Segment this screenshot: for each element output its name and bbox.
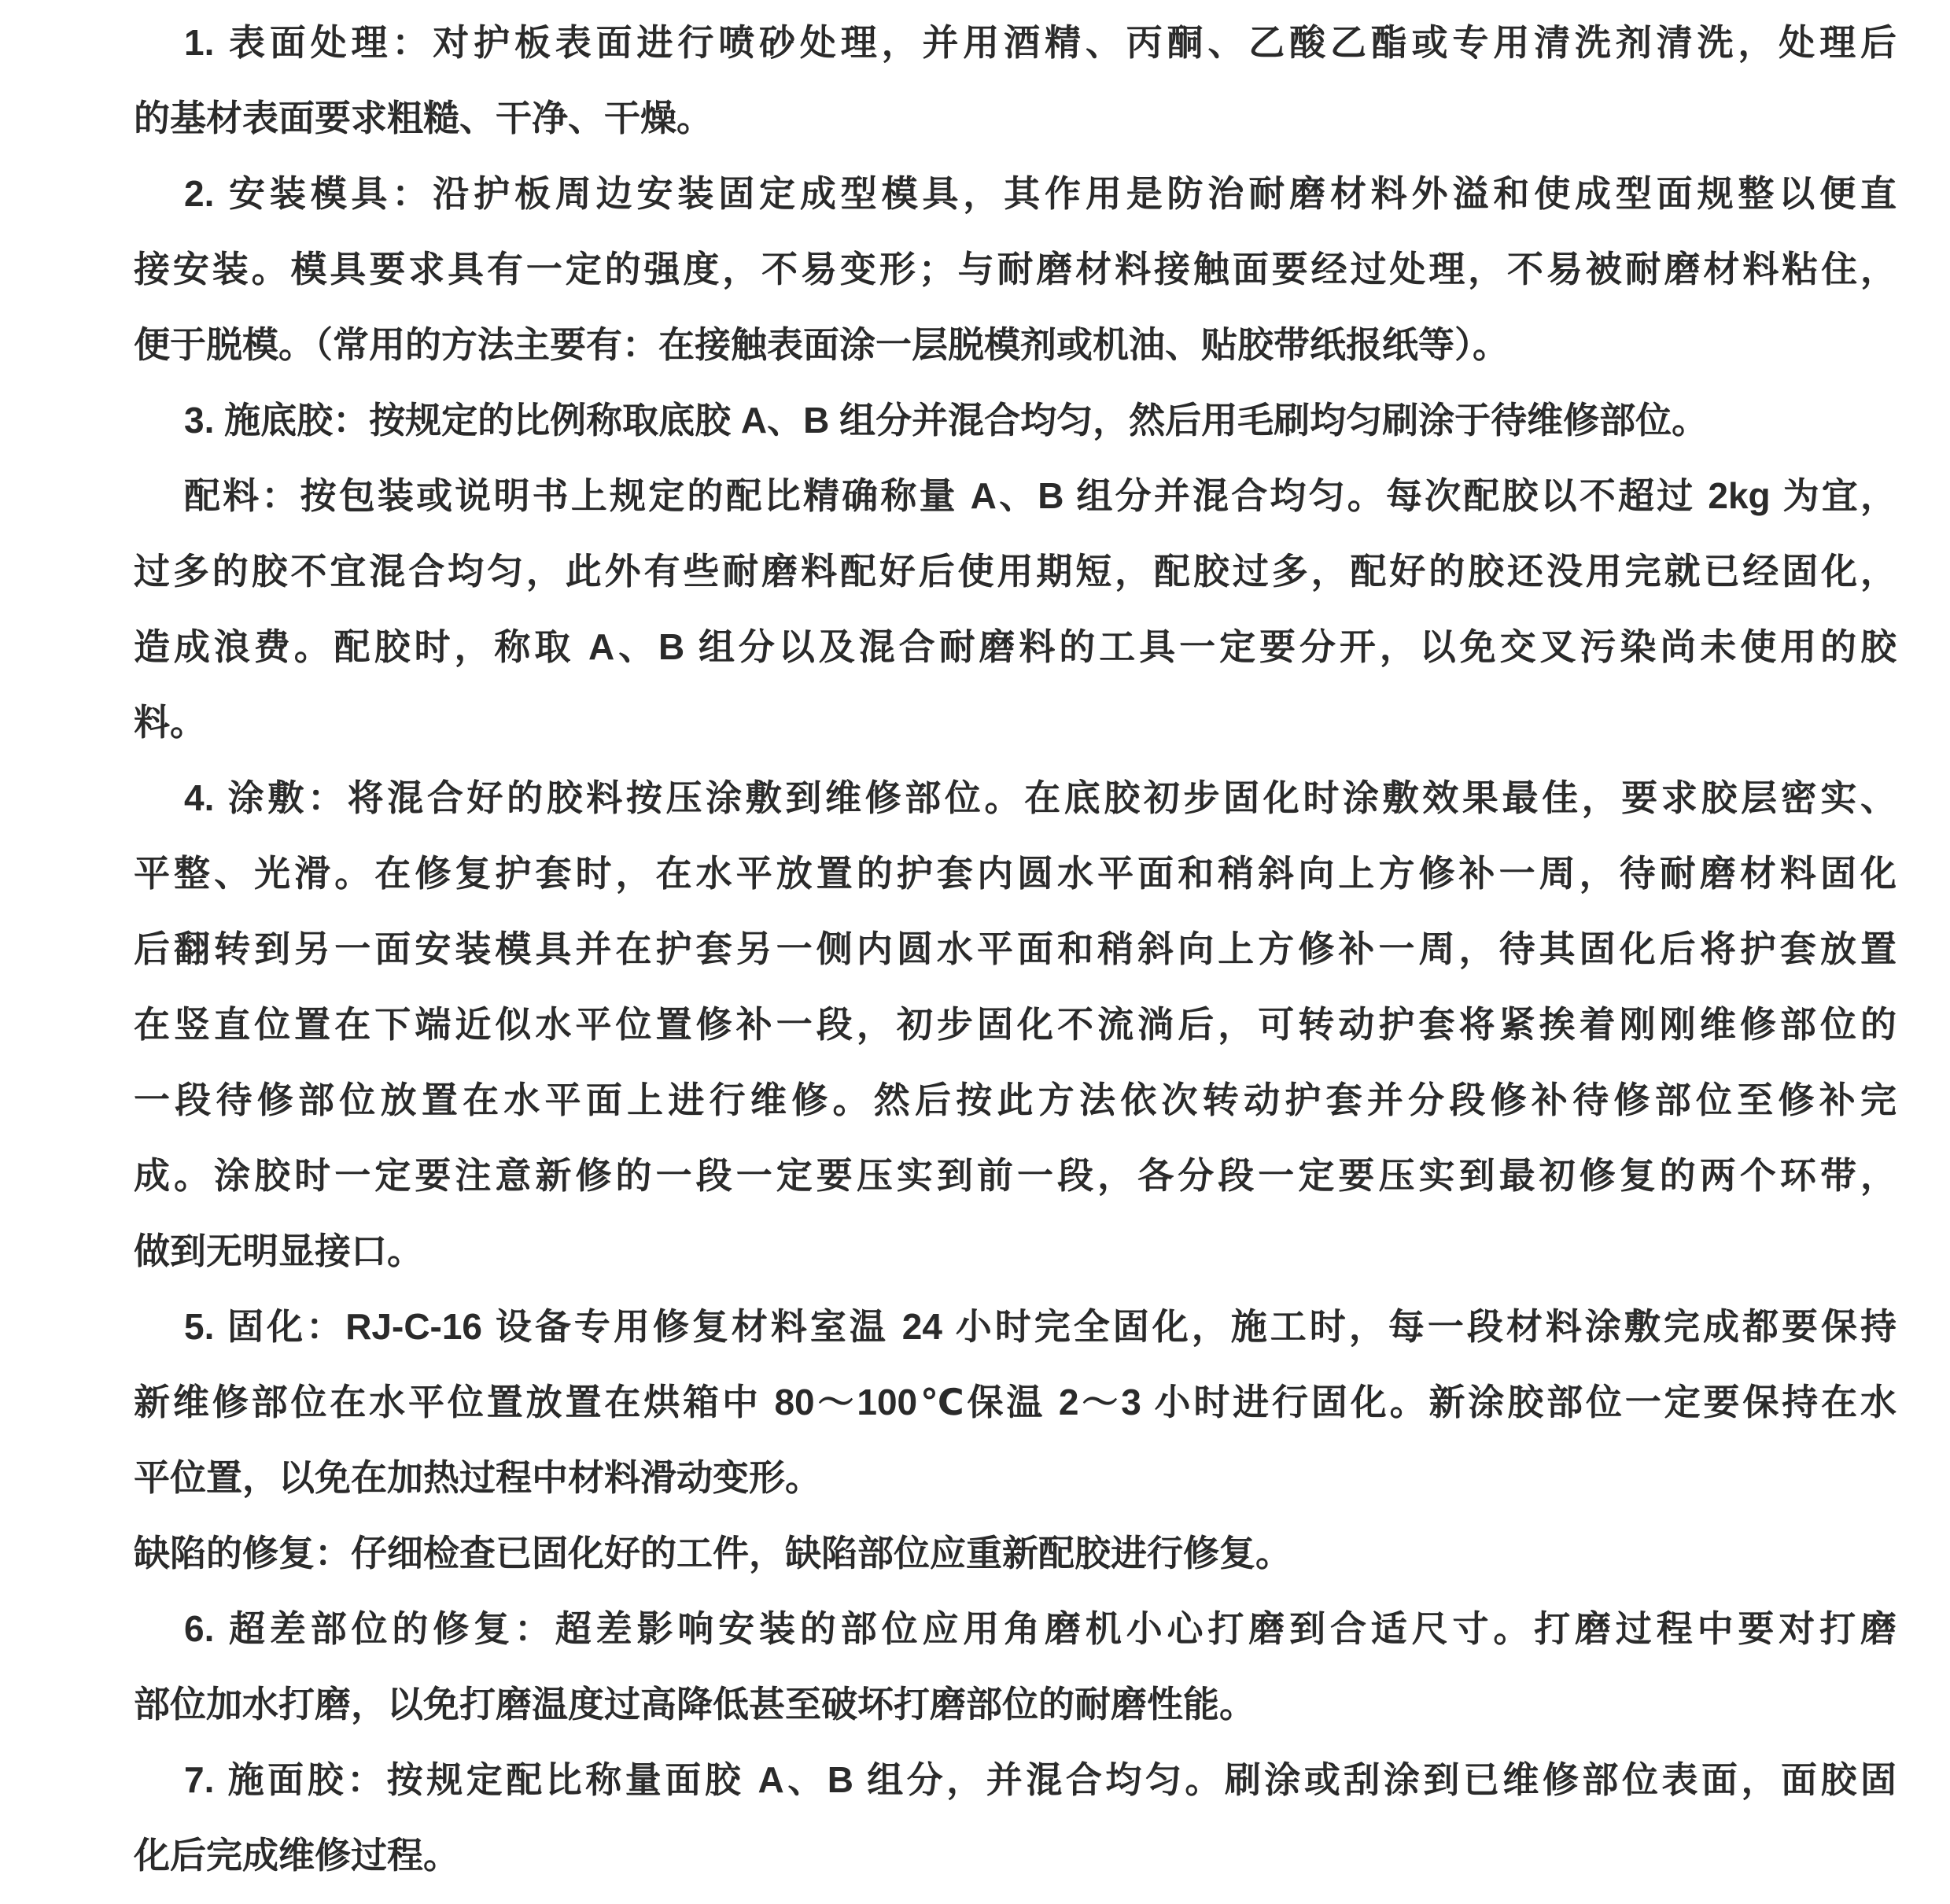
text-line: 做到无明显接口。	[134, 1231, 423, 1271]
text-line: 便于脱模。（常用的方法主要有：在接触表面涂一层脱模剂或机油、贴胶带纸报纸等）。	[134, 324, 1509, 365]
text-line: 7. 施面胶：按规定配比称量面胶 A、B 组分，并混合均匀。刷涂或刮涂到已维修部位表面，面胶固	[184, 1759, 1897, 1800]
text-line: 的基材表面要求粗糙、干净、干燥。	[134, 98, 713, 138]
paragraph-step-3-apply-primer	[134, 382, 1897, 458]
text-line: 在竖直位置在下端近似水平位置修补一段，初步固化不流淌后，可转动护套将紧挨着刚刚维修部位的	[134, 1004, 1897, 1045]
text-line: 新维修部位在水平位置放置在烘箱中 80～100℃保温 2～3 小时进行固化。新涂胶部位一定要保持在水	[134, 1382, 1897, 1422]
paragraph-mixing-note	[134, 458, 1897, 760]
text-line: 一段待修部位放置在水平面上进行维修。然后按此方法依次转动护套并分段修补待修部位至修补完	[134, 1079, 1897, 1120]
text-line: 5. 固化：RJ-C-16 设备专用修复材料室温 24 小时完全固化，施工时，每一段材料涂敷完成都要保持	[184, 1306, 1897, 1347]
text-line: 配料：按包装或说明书上规定的配比精确称量 A、B 组分并混合均匀。每次配胶以不超过 2kg 为宜，	[184, 475, 1897, 516]
text-line: 化后完成维修过程。	[134, 1835, 459, 1876]
text-line: 6. 超差部位的修复：超差影响安装的部位应用角磨机小心打磨到合适尺寸。打磨过程中要对打磨	[184, 1608, 1897, 1649]
paragraph-step-6-out-of-tolerance-repair	[134, 1591, 1897, 1742]
text-line: 缺陷的修复：仔细检查已固化好的工件，缺陷部位应重新配胶进行修复。	[134, 1533, 1292, 1574]
paragraph-step-2-install-mold	[134, 156, 1897, 382]
text-line: 接安装。模具要求具有一定的强度，不易变形；与耐磨材料接触面要经过处理，不易被耐磨材料粘住，	[134, 249, 1897, 290]
text-line: 2. 安装模具：沿护板周边安装固定成型模具，其作用是防治耐磨材料外溢和使成型面规整以便直	[184, 173, 1897, 214]
text-line: 过多的胶不宜混合均匀，此外有些耐磨料配好后使用期短，配胶过多，配好的胶还没用完就已经固化，	[134, 551, 1897, 592]
paragraph-step-7-apply-topcoat	[134, 1742, 1897, 1893]
text-line: 4. 涂敷：将混合好的胶料按压涂敷到维修部位。在底胶初步固化时涂敷效果最佳，要求胶层密实、	[184, 777, 1897, 818]
text-line: 3. 施底胶：按规定的比例称取底胶 A、B 组分并混合均匀，然后用毛刷均匀刷涂于待维修部位。	[184, 400, 1709, 441]
text-line: 成。涂胶时一定要注意新修的一段一定要压实到前一段，各分段一定要压实到最初修复的两个环带，	[134, 1155, 1897, 1196]
text-line: 部位加水打磨，以免打磨温度过高降低甚至破坏打磨部位的耐磨性能。	[134, 1684, 1255, 1725]
text-line: 料。	[134, 702, 206, 743]
text-line: 1. 表面处理：对护板表面进行喷砂处理，并用酒精、丙酮、乙酸乙酯或专用清洗剂清洗，处理后	[184, 22, 1897, 63]
text-line: 造成浪费。配胶时，称取 A、B 组分以及混合耐磨料的工具一定要分开，以免交叉污染尚未使用的胶	[134, 626, 1897, 667]
text-line: 后翻转到另一面安装模具并在护套另一侧内圆水平面和稍斜向上方修补一周，待其固化后将护套放置	[134, 928, 1897, 969]
text-line: 平整、光滑。在修复护套时，在水平放置的护套内圆水平面和稍斜向上方修补一周，待耐磨材料固化	[134, 853, 1897, 894]
paragraph-step-4-apply-coating	[134, 760, 1897, 1289]
paragraph-step-5-curing	[134, 1289, 1897, 1515]
paragraph-defect-repair-note	[134, 1515, 1897, 1591]
text-line: 平位置，以免在加热过程中材料滑动变形。	[134, 1457, 821, 1498]
paragraph-step-1-surface-treatment	[134, 5, 1897, 156]
